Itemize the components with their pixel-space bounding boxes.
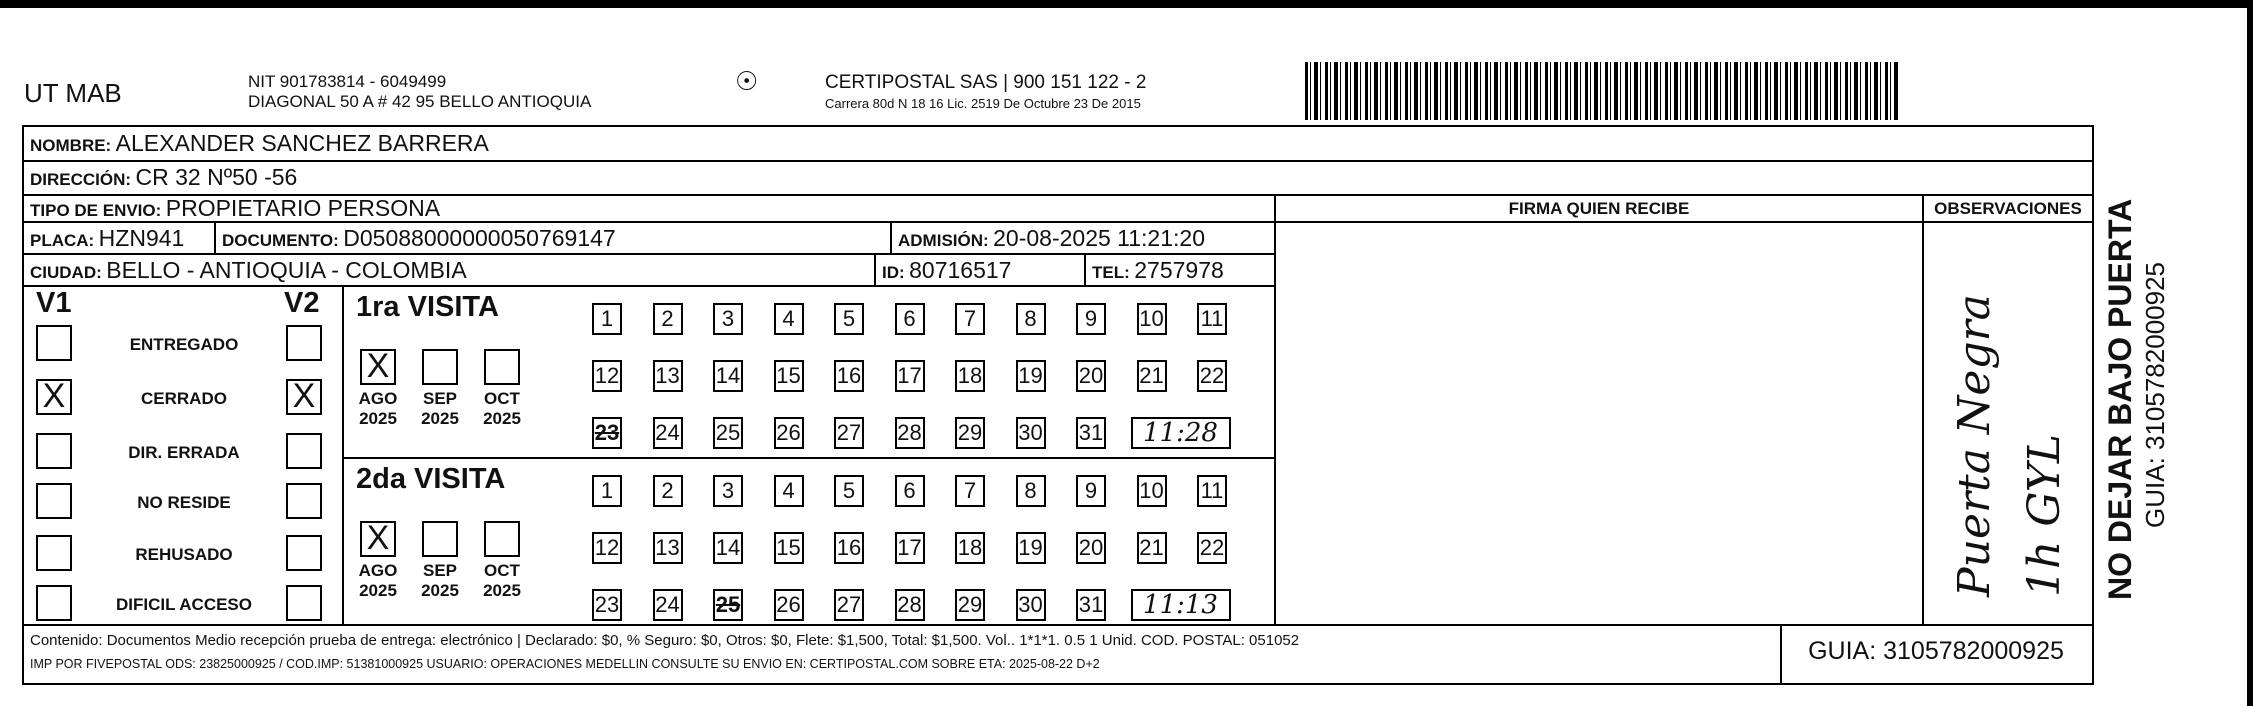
observaciones-header: OBSERVACIONES bbox=[1934, 199, 2082, 218]
status-option-label: CERRADO bbox=[141, 389, 227, 408]
v1-header: V1 bbox=[36, 287, 72, 319]
v2-checkbox[interactable] bbox=[286, 483, 322, 519]
visit-day-box[interactable]: 10 bbox=[1137, 475, 1167, 507]
visit-day-box[interactable]: 23 bbox=[592, 589, 622, 621]
visit-time-box[interactable]: 11:28 bbox=[1131, 417, 1231, 449]
visit-day-box[interactable]: 3 bbox=[713, 303, 743, 335]
visit-day-box[interactable]: 29 bbox=[955, 417, 985, 449]
visit-day-box[interactable]: 6 bbox=[895, 303, 925, 335]
visit-day-box[interactable]: 22 bbox=[1197, 360, 1227, 392]
visit-day-box[interactable]: 28 bbox=[895, 589, 925, 621]
id-value: 80716517 bbox=[909, 257, 1012, 283]
visit-day-box[interactable]: 18 bbox=[955, 532, 985, 564]
tipo-value: PROPIETARIO PERSONA bbox=[165, 195, 441, 221]
visit-day-box[interactable]: 26 bbox=[774, 589, 804, 621]
visit-month-checkbox[interactable]: X bbox=[360, 521, 396, 557]
visit-day-box[interactable]: 21 bbox=[1137, 532, 1167, 564]
visit-day-box[interactable]: 5 bbox=[834, 303, 864, 335]
v1-checkbox[interactable]: X bbox=[36, 379, 72, 415]
nombre-value: ALEXANDER SANCHEZ BARRERA bbox=[115, 130, 489, 156]
visit-day-box[interactable]: 15 bbox=[774, 532, 804, 564]
visit-day-box[interactable]: 2 bbox=[653, 303, 683, 335]
visit-day-box[interactable]: 7 bbox=[955, 475, 985, 507]
direccion-row bbox=[30, 164, 297, 191]
visit-month-label: AGO 2025 bbox=[358, 561, 398, 600]
visit-day-box[interactable]: 4 bbox=[774, 475, 804, 507]
visit-day-box[interactable]: 26 bbox=[774, 417, 804, 449]
visit-day-box[interactable]: 24 bbox=[653, 417, 683, 449]
visit-day-box[interactable]: 21 bbox=[1137, 360, 1167, 392]
v1-checkbox[interactable] bbox=[36, 433, 72, 469]
visit-day-box[interactable]: 12 bbox=[592, 360, 622, 392]
visit-day-box[interactable]: 1 bbox=[592, 303, 622, 335]
footer-contenido: Contenido: Documentos Medio recepción prueba de entrega: electrónico | Declarado: $0, % Seguro: $0, Otros: $0, Flete: $1,500, Total: $1,500. Vol.. 1*1*1. 0.5 1 Unid. COD. POSTAL: 051052 bbox=[30, 632, 1300, 649]
firma-header: FIRMA QUIEN RECIBE bbox=[1508, 199, 1690, 218]
right-border bbox=[2247, 0, 2253, 706]
visit-day-box[interactable]: 13 bbox=[653, 360, 683, 392]
direccion-value: CR 32 Nº50 -56 bbox=[135, 164, 298, 190]
admision-row bbox=[898, 225, 1205, 252]
visit-day-box[interactable]: 1 bbox=[592, 475, 622, 507]
carrier-license: Carrera 80d N 18 16 Lic. 2519 De Octubre 23 De 2015 bbox=[825, 96, 1141, 111]
visit-title: 2da VISITA bbox=[356, 463, 506, 495]
side-warning: NO DEJAR BAJO PUERTA bbox=[2102, 198, 2138, 600]
status-option-label: NO RESIDE bbox=[137, 493, 231, 512]
visit-day-box[interactable]: 7 bbox=[955, 303, 985, 335]
visit-day-box[interactable]: 11 bbox=[1197, 303, 1227, 335]
placa-value: HZN941 bbox=[98, 225, 185, 251]
visit-day-box[interactable]: 31 bbox=[1076, 417, 1106, 449]
visit-day-box[interactable]: 14 bbox=[713, 532, 743, 564]
documento-label: DOCUMENTO: bbox=[222, 231, 339, 250]
carrier-logo-icon: ☉ bbox=[735, 66, 759, 96]
visit-day-box[interactable]: 31 bbox=[1076, 589, 1106, 621]
ciudad-label: CIUDAD: bbox=[30, 263, 102, 282]
visit-day-box[interactable]: 3 bbox=[713, 475, 743, 507]
placa-row bbox=[30, 225, 184, 252]
v1-checkbox[interactable] bbox=[36, 483, 72, 519]
footer-guia: GUIA: 3105782000925 bbox=[1808, 637, 2064, 665]
v1-checkbox[interactable] bbox=[36, 325, 72, 361]
visit-day-box[interactable]: 13 bbox=[653, 532, 683, 564]
tipo-row bbox=[30, 195, 440, 222]
v2-checkbox[interactable]: X bbox=[286, 379, 322, 415]
visit-time-box[interactable]: 11:13 bbox=[1131, 589, 1231, 621]
visit-day-box[interactable]: 10 bbox=[1137, 303, 1167, 335]
company-nit: NIT 901783814 - 6049499 bbox=[248, 72, 447, 91]
visit-month-checkbox[interactable] bbox=[484, 349, 520, 385]
visit-day-box[interactable]: 15 bbox=[774, 360, 804, 392]
placa-label: PLACA: bbox=[30, 231, 95, 250]
visit-day-box[interactable]: 9 bbox=[1076, 303, 1106, 335]
tel-value: 2757978 bbox=[1134, 257, 1224, 283]
visit-day-box[interactable]: 5 bbox=[834, 475, 864, 507]
status-option-label: REHUSADO bbox=[135, 545, 233, 564]
observacion-line-2: 1h GYL bbox=[2019, 434, 2070, 597]
admision-value: 20-08-2025 11:21:20 bbox=[993, 225, 1205, 251]
carrier-name: CERTIPOSTAL SAS | 900 151 122 - 2 bbox=[825, 72, 1147, 93]
status-option-label: ENTREGADO bbox=[129, 335, 239, 354]
visit-day-box[interactable]: 19 bbox=[1016, 532, 1046, 564]
visit-day-box[interactable]: 18 bbox=[955, 360, 985, 392]
visit-day-box[interactable]: 16 bbox=[834, 532, 864, 564]
visit-day-box[interactable]: 4 bbox=[774, 303, 804, 335]
visit-day-box[interactable]: 23 bbox=[592, 417, 622, 449]
visit-day-box[interactable]: 6 bbox=[895, 475, 925, 507]
admision-label: ADMISIÓN: bbox=[898, 231, 989, 250]
tipo-label: TIPO DE ENVIO: bbox=[30, 201, 162, 220]
documento-value: D05088000000050769147 bbox=[343, 225, 616, 251]
visit-day-box[interactable]: 20 bbox=[1076, 360, 1106, 392]
visit-day-box[interactable]: 20 bbox=[1076, 532, 1106, 564]
form-frame bbox=[22, 125, 2094, 685]
visit-day-box[interactable]: 11 bbox=[1197, 475, 1227, 507]
visit-day-box[interactable]: 30 bbox=[1016, 417, 1046, 449]
visit-day-box[interactable]: 28 bbox=[895, 417, 925, 449]
visit-day-box[interactable]: 25 bbox=[713, 417, 743, 449]
tel-label: TEL: bbox=[1092, 263, 1130, 282]
ciudad-value: BELLO - ANTIOQUIA - COLOMBIA bbox=[106, 257, 467, 283]
tel-row bbox=[1092, 257, 1224, 284]
barcode bbox=[1305, 62, 1900, 120]
observacion-line-1: Puerta Negra bbox=[1949, 294, 2000, 597]
visit-day-box[interactable]: 9 bbox=[1076, 475, 1106, 507]
visit-day-box[interactable]: 12 bbox=[592, 532, 622, 564]
visit-month-checkbox[interactable]: X bbox=[360, 349, 396, 385]
id-row bbox=[882, 257, 1011, 284]
nombre-row bbox=[30, 130, 489, 157]
visit-day-box[interactable]: 19 bbox=[1016, 360, 1046, 392]
nombre-label: NOMBRE: bbox=[30, 136, 112, 155]
visit-month-label: OCT 2025 bbox=[483, 389, 521, 428]
visit-day-box[interactable]: 25 bbox=[713, 589, 743, 621]
side-guia: GUIA: 3105782000925 bbox=[2140, 262, 2170, 528]
visit-day-box[interactable]: 27 bbox=[834, 417, 864, 449]
visit-day-box[interactable]: 22 bbox=[1197, 532, 1227, 564]
footer-imp: IMP POR FIVEPOSTAL ODS: 23825000925 / COD.IMP: 51381000925 USUARIO: OPERACIONES MEDELLIN CONSULTE SU ENVIO EN: CERTIPOSTAL.COM SOBRE ETA: 2025-08-22 D+2 bbox=[30, 657, 1100, 671]
v2-checkbox[interactable] bbox=[286, 325, 322, 361]
top-border bbox=[0, 0, 2253, 8]
visit-day-box[interactable]: 2 bbox=[653, 475, 683, 507]
visit-month-label: SEP 2025 bbox=[421, 389, 459, 428]
visit-day-box[interactable]: 29 bbox=[955, 589, 985, 621]
status-option-label: DIR. ERRADA bbox=[128, 443, 240, 462]
v2-header: V2 bbox=[284, 287, 320, 319]
visit-day-box[interactable]: 17 bbox=[895, 360, 925, 392]
v2-checkbox[interactable] bbox=[286, 585, 322, 621]
visit-day-box[interactable]: 16 bbox=[834, 360, 864, 392]
v2-checkbox[interactable] bbox=[286, 535, 322, 571]
visit-day-box[interactable]: 8 bbox=[1016, 303, 1046, 335]
visit-title: 1ra VISITA bbox=[356, 291, 499, 323]
visit-month-checkbox[interactable] bbox=[422, 349, 458, 385]
v1-checkbox[interactable] bbox=[36, 585, 72, 621]
visit-month-checkbox[interactable] bbox=[422, 521, 458, 557]
id-label: ID: bbox=[882, 263, 905, 282]
company-address: DIAGONAL 50 A # 42 95 BELLO ANTIOQUIA bbox=[248, 92, 592, 111]
visit-month-label: SEP 2025 bbox=[421, 561, 459, 600]
visit-day-box[interactable]: 14 bbox=[713, 360, 743, 392]
status-option-label: DIFICIL ACCESO bbox=[115, 595, 252, 614]
visit-day-box[interactable]: 30 bbox=[1016, 589, 1046, 621]
visit-month-label: AGO 2025 bbox=[358, 389, 398, 428]
visit-day-box[interactable]: 24 bbox=[653, 589, 683, 621]
ciudad-row bbox=[30, 257, 467, 284]
v2-checkbox[interactable] bbox=[286, 433, 322, 469]
visit-month-label: OCT 2025 bbox=[483, 561, 521, 600]
visit-day-box[interactable]: 8 bbox=[1016, 475, 1046, 507]
direccion-label: DIRECCIÓN: bbox=[30, 170, 132, 189]
visit-day-box[interactable]: 17 bbox=[895, 532, 925, 564]
visit-month-checkbox[interactable] bbox=[484, 521, 520, 557]
company-name: UT MAB bbox=[24, 78, 122, 108]
documento-row bbox=[222, 225, 616, 252]
visit-day-box[interactable]: 27 bbox=[834, 589, 864, 621]
v1-checkbox[interactable] bbox=[36, 535, 72, 571]
